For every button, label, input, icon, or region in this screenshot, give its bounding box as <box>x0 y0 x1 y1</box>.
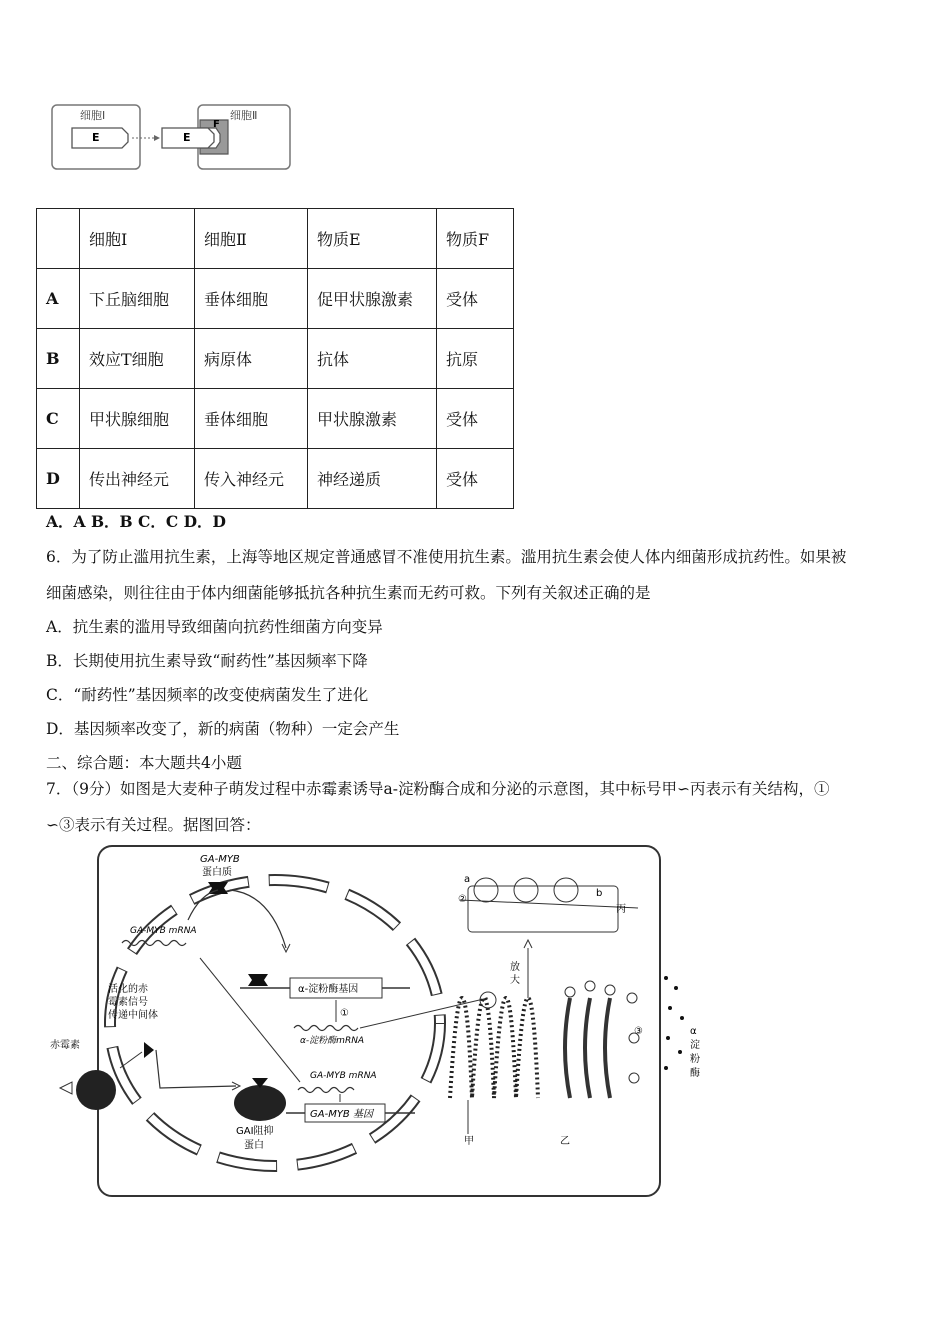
gibberellin-icon <box>60 1082 72 1094</box>
alpha-amylase-label-3: 粉 <box>690 1054 700 1065</box>
q6-option-a: A．抗生素的滥用导致细菌向抗药性细菌方向变异 <box>46 618 383 636</box>
q6-stem-line-1: 6．为了防止滥用抗生素，上海等地区规定普通感冒不准使用抗生素。滥用抗生素会使人体内细菌形成抗药性。如果被 <box>46 548 847 566</box>
signal-label-3: 传递中间体 <box>108 1010 158 1021</box>
magnify-label-1: 放 <box>510 962 520 973</box>
cell-1-label: 细胞Ⅰ <box>80 109 106 122</box>
gai-repressor-icon <box>234 1085 286 1121</box>
q6-stem-line-2: 细菌感染，则往往由于体内细菌能够抵抗各种抗生素而无药可救。下列有关叙述正确的是 <box>46 584 651 602</box>
options-table <box>36 208 514 509</box>
table-row: C 甲状腺细胞 垂体细胞 甲状腺激素 受体 <box>37 389 514 449</box>
signal-label-2: 霉素信号 <box>108 997 148 1008</box>
jia-label: 甲 <box>464 1136 474 1147</box>
alpha-amylase-label-2: 淀 <box>690 1040 700 1051</box>
amylase-mrna-label: α-淀粉酶mRNA <box>300 1036 365 1046</box>
gamyb-mrna-top-label: GA-MYB mRNA <box>130 926 197 936</box>
gamyb-mrna-low-label: GA-MYB mRNA <box>310 1071 377 1081</box>
signal-label-1: 活化的赤 <box>108 984 148 995</box>
amylase-gene-label: α-淀粉酶基因 <box>298 984 359 995</box>
gibberellin-amylase-diagram <box>50 838 715 1208</box>
table-row: A 下丘脑细胞 垂体细胞 促甲状腺激素 受体 <box>37 269 514 329</box>
q6-option-c: C．“耐药性”基因频率的改变使病菌发生了进化 <box>46 686 369 704</box>
table-row: B 效应T细胞 病原体 抗体 抗原 <box>37 329 514 389</box>
signal-diagram <box>50 102 294 172</box>
substance-e-label-1: E <box>92 131 100 144</box>
signal-intermediate-icon <box>144 1042 154 1058</box>
receptor-icon <box>76 1070 116 1110</box>
table-header-row: 细胞Ⅰ 细胞Ⅱ 物质E 物质F <box>37 209 514 269</box>
alpha-amylase-label-1: α <box>690 1026 697 1037</box>
label-b: b <box>596 888 603 899</box>
substance-e-shape-1 <box>72 128 128 148</box>
gai-label-1: GAI阻抑 <box>236 1126 274 1137</box>
step-2-label: ② <box>458 894 467 905</box>
bing-label: 丙 <box>616 904 626 915</box>
cell-2-label: 细胞Ⅱ <box>230 109 258 122</box>
label-a: a <box>464 874 471 885</box>
step-1-label: ① <box>340 1008 349 1019</box>
substance-e-label-2: E <box>183 131 191 144</box>
gibberellin-label: 赤霉素 <box>50 1040 80 1051</box>
yi-label: 乙 <box>560 1136 570 1147</box>
section-heading: 二、综合题：本大题共4小题 <box>46 754 242 772</box>
alpha-amylase-label-4: 酶 <box>690 1068 700 1079</box>
receptor-f-label: F <box>213 119 220 130</box>
magnify-label-2: 大 <box>510 975 520 986</box>
q7-stem-line-1: 7．（9分）如图是大麦种子萌发过程中赤霉素诱导a-淀粉酶合成和分泌的示意图，其中标号甲∽丙表示有关结构，① <box>46 780 830 798</box>
q5-answer-options: A．A B．B C．C D．D <box>46 512 226 531</box>
q7-stem-line-2: ∽③表示有关过程。据图回答： <box>46 816 261 834</box>
gai-label-2: 蛋白 <box>244 1140 264 1151</box>
table-row: D 传出神经元 传入神经元 神经递质 受体 <box>37 449 514 509</box>
gamyb-bound-icon <box>248 974 268 986</box>
gamyb-gene-label: GA-MYB 基因 <box>310 1109 373 1120</box>
gamyb-protein-label-2: 蛋白质 <box>202 867 232 878</box>
q6-option-b: B．长期使用抗生素导致“耐药性”基因频率下降 <box>46 652 368 670</box>
gamyb-protein-label-1: GA-MYB <box>200 854 240 865</box>
er-jia <box>450 998 538 1098</box>
step-3-label: ③ <box>634 1026 643 1037</box>
q6-option-d: D．基因频率改变了，新的病菌（物种）一定会产生 <box>46 720 400 738</box>
